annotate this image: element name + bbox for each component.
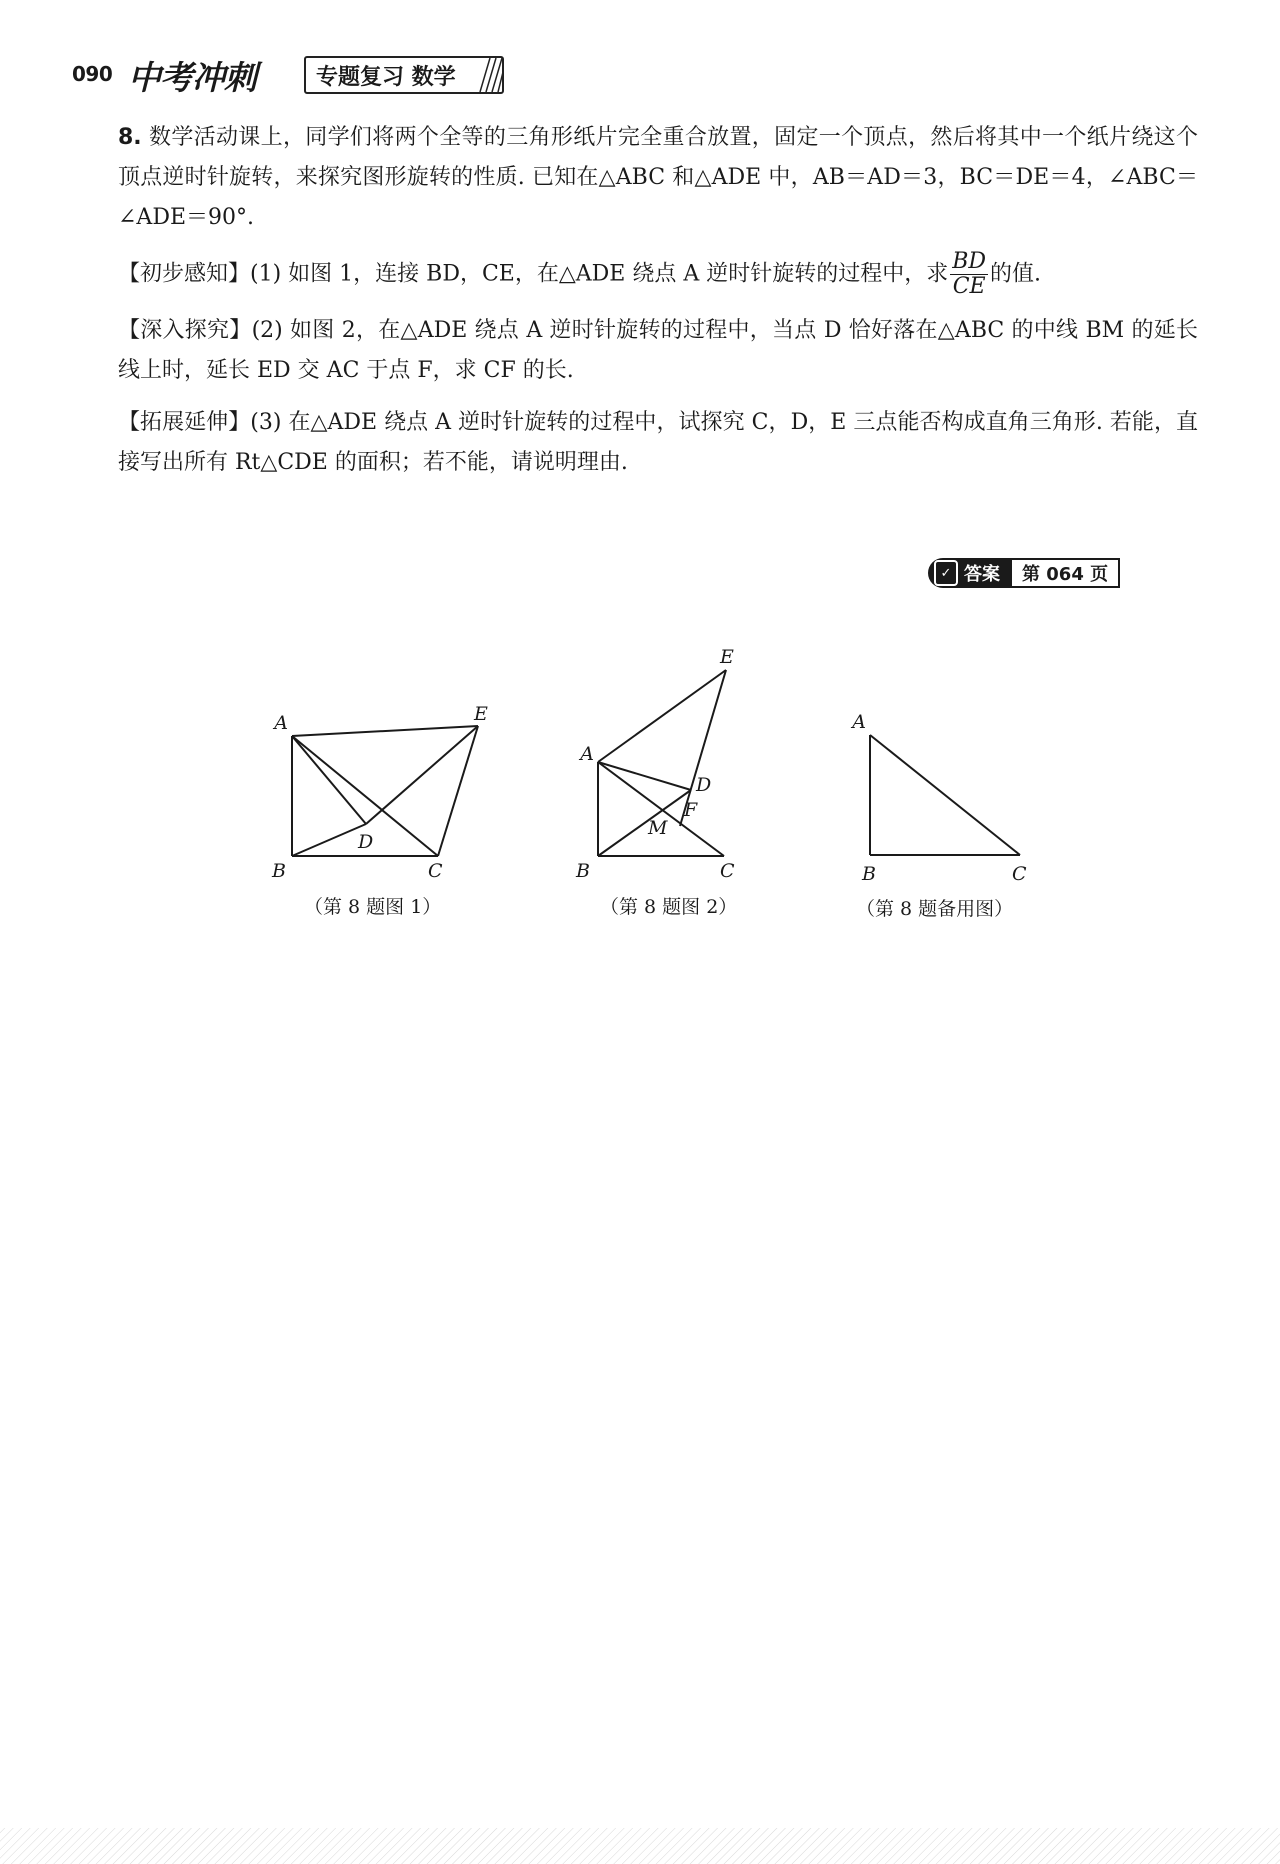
problem-number: 8. [118,125,142,150]
fig1-label-c: C [428,860,443,882]
fig2-label-e: E [720,646,734,668]
fig1-label-d: D [358,831,374,853]
part-3-text: (3) 在△ADE 绕点 A 逆时针旋转的过程中，试探究 C，D，E 三点能否构成直角三角形. 若能，直接写出所有 Rt△CDE 的面积；若不能，请说明理由. [118,410,1198,475]
fig3-label-c: C [1012,863,1027,885]
part-2-text: (2) 如图 2，在△ADE 绕点 A 逆时针旋转的过程中，当点 D 恰好落在△ABC 的中线 BM 的延长线上时，延长 ED 交 AC 于点 F，求 CF 的长. [118,318,1198,383]
fig2-label-c: C [720,860,735,882]
fig2-label-f: F [684,799,698,821]
answer-page-box [1012,558,1120,588]
fig2-bd [598,790,691,856]
fig2-label-m: M [648,817,668,839]
problem-statement [118,118,1198,238]
fig3-label-a: A [852,711,866,733]
page-number: 090 [72,62,113,86]
answer-reference [928,558,1120,588]
part-1-text-end: 的值. [990,261,1042,287]
part-3-tag: 【拓展延伸】 [118,410,251,435]
fig1-ae [292,726,478,736]
part-1-tag: 【初步感知】 [118,261,251,287]
fig1-bd [292,824,366,856]
fig1-de [366,726,478,824]
fig1-label-e: E [474,703,488,725]
fig2-label-a: A [580,743,594,765]
figures-area [0,630,1280,950]
check-icon: ✓ [934,560,958,586]
scan-edge-decoration [0,1824,1280,1864]
fraction-denominator: CE [952,274,986,299]
fig2-ad [598,762,691,790]
problem-8 [118,118,1198,483]
fig2-label-b: B [576,860,590,882]
answer-page: 第 064 页 [1022,564,1109,585]
fraction-numerator: BD [952,249,987,274]
series-label: 专题复习 数学 [316,65,456,90]
answer-label: 答案 [964,564,1000,585]
fig1-label-a: A [274,712,288,734]
page-header [72,48,552,98]
part-3 [118,403,1198,483]
figure-3 [870,735,1020,855]
figure-3-labels [850,711,1027,885]
fig1-label-b: B [272,860,286,882]
part-1-text: (1) 如图 1，连接 BD，CE，在△ADE 绕点 A 逆时针旋转的过程中，求 [250,261,949,287]
part-1 [118,250,1198,299]
fig1-ce [438,726,478,856]
fig1-caption: （第 8 题图 1） [304,896,442,918]
series-box [304,56,504,94]
part-2-tag: 【深入探究】 [118,318,252,343]
fig1-ad [292,736,366,824]
fig3-ac [870,735,1020,855]
header-stripes-decoration [476,58,504,92]
fig2-label-d: D [696,774,712,796]
figure-1 [292,726,478,856]
fig2-caption: （第 8 题图 2） [600,896,738,918]
fig2-ae [598,670,726,762]
part-2 [118,311,1198,391]
answer-label-box [928,558,1012,588]
problem-statement-text: 数学活动课上，同学们将两个全等的三角形纸片完全重合放置，固定一个顶点，然后将其中一个纸片绕这个顶点逆时针旋转，来探究图形旋转的性质. 已知在△ABC 和△ADE 中，AB＝AD＝3，BC＝DE＝4，∠ABC＝∠ADE＝90°. [118,125,1198,230]
book-title: 中考冲刺 [128,58,256,97]
fraction-bd-ce [950,250,988,299]
fig3-caption: （第 8 题备用图） [856,898,1014,920]
fig3-label-b: B [862,863,876,885]
